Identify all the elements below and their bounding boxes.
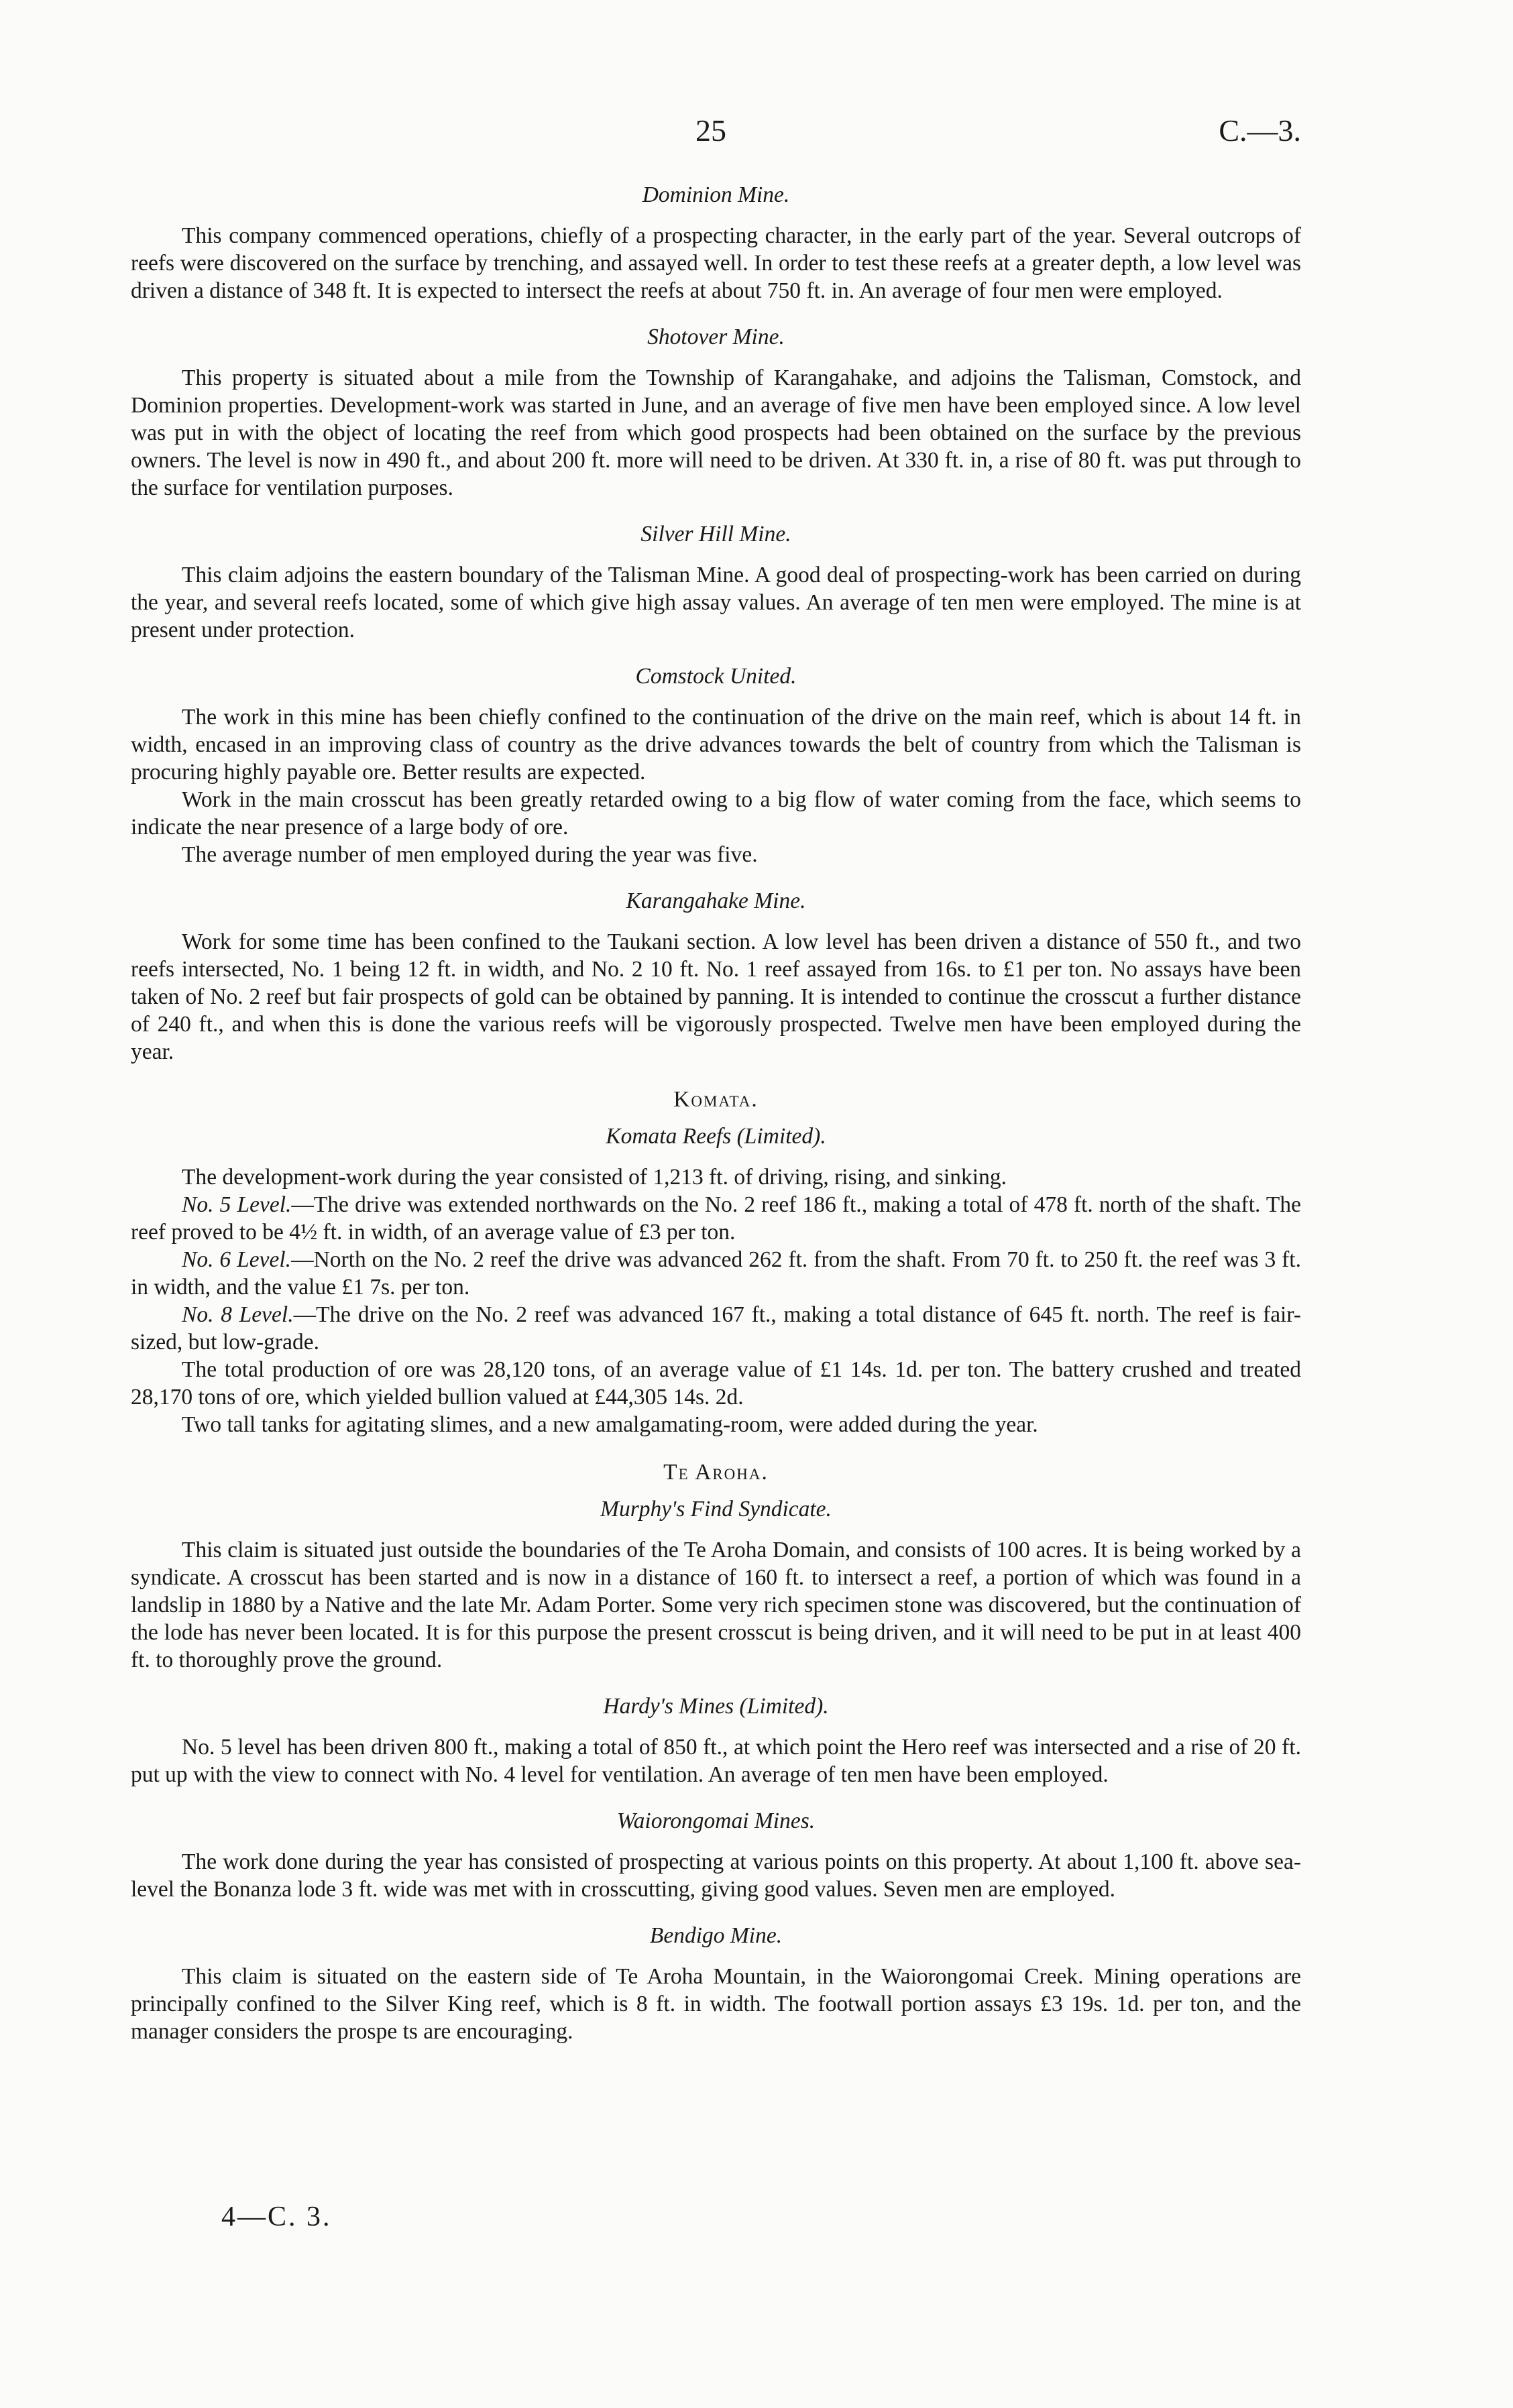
paragraph-komata-production: The total production of ore was 28,120 tons, of an average value of £1 14s. 1d. per ton. The battery crushed and treated 28,170 tons of ore, which yielded bullion valued at £44,305 14s. 2d. (131, 1357, 1301, 1410)
section-title-karangahake: Karangahake Mine. (626, 888, 806, 913)
section-title-bendigo: Bendigo Mine. (649, 1923, 783, 1948)
level-6-text: —North on the No. 2 reef the drive was advanced 262 ft. from the shaft. From 70 ft. to 250 ft. the reef was 3 ft. in width, and the value £1 7s. per ton. (131, 1247, 1301, 1300)
level-6-label: No. 6 Level. (182, 1247, 292, 1272)
page-body (131, 181, 1301, 2045)
paragraph-comstock-3: The average number of men employed during the year was five. (182, 842, 758, 867)
section-title-murphys: Murphy's Find Syndicate. (600, 1497, 832, 1522)
paragraph-murphys: This claim is situated just outside the boundaries of the Te Aroha Domain, and consists of 100 acres. It is being worked by a syndicate. A crosscut has been started and is now in a distance of 160 ft. to intersect a reef, a portion of which was found in a landslip in 1880 by a Native and the late Mr. Adam Porter. Some very rich specimen stone was discovered, but the continuation of the lode has never been located. It is for this purpose the present crosscut is being driven, and it will need to be put in at least 400 ft. to thoroughly prove the ground. (131, 1538, 1301, 1672)
section-title-hardys: Hardy's Mines (Limited). (603, 1694, 829, 1719)
level-8-label: No. 8 Level. (182, 1302, 294, 1327)
paragraph-komata-development: The development-work during the year consisted of 1,213 ft. of driving, rising, and sinking. (182, 1165, 1007, 1190)
document-reference: C.—3. (1219, 113, 1301, 148)
region-heading-te-aroha: Te Aroha. (663, 1460, 769, 1485)
level-5-text: —The drive was extended northwards on the No. 2 reef 186 ft., making a total of 478 ft. north of the shaft. The reef proved to be 4½ ft. in width, of an average value of £3 per ton. (131, 1192, 1301, 1245)
paragraph-shotover: This property is situated about a mile from the Township of Karangahake, and adjoins the Talisman, Comstock, and Dominion properties. Development-work was started in June, and an average of five men have been employed since. A low level was put in with the object of locating the reef from which good prospects had been obtained on the surface by the previous owners. The level is now in 490 ft., and about 200 ft. more will need to be driven. At 330 ft. in, a rise of 80 ft. was put through to the surface for ventilation purposes. (131, 365, 1301, 500)
page-number: 25 (695, 113, 726, 148)
paragraph-dominion: This company commenced operations, chiefly of a prospecting character, in the early part of the year. Several outcrops of reefs were discovered on the surface by trenching, and assayed well. In order to test these reefs at a greater depth, a low level was driven a distance of 348 ft. It is expected to intersect the reefs at about 750 ft. in. An average of four men were employed. (131, 223, 1301, 303)
paragraph-waiorongomai: The work done during the year has consisted of prospecting at various points on this property. At about 1,100 ft. above sea-level the Bonanza lode 3 ft. wide was met with in crosscutting, giving good values. Seven men are employed. (131, 1849, 1301, 1902)
section-title-waiorongomai: Waiorongomai Mines. (616, 1809, 816, 1833)
paragraph-comstock-2: Work in the main crosscut has been greatly retarded owing to a big flow of water coming from the face, which seems to indicate the near presence of a large body of ore. (131, 787, 1301, 840)
signature-mark: 4—C. 3. (221, 2201, 332, 2232)
paragraph-karangahake: Work for some time has been confined to the Taukani section. A low level has been driven a distance of 550 ft., and two reefs intersected, No. 1 being 12 ft. in width, and No. 2 10 ft. No. 1 reef assayed from 16s. to £1 per ton. No assays have been taken of No. 2 reef but fair prospects of gold can be obtained by panning. It is intended to continue the crosscut a further distance of 240 ft., and when this is done the various reefs will be vigorously prospected. Twelve men have been employed during the year. (131, 929, 1301, 1064)
paragraph-komata-tanks: Two tall tanks for agitating slimes, and a new amalgamating-room, were added during the year. (182, 1412, 1038, 1437)
level-8-text: —The drive on the No. 2 reef was advanced 167 ft., making a total distance of 645 ft. north. The reef is fair-sized, but low-grade. (131, 1302, 1302, 1355)
section-title-komata-reefs: Komata Reefs (Limited). (606, 1124, 826, 1149)
section-title-shotover: Shotover Mine. (647, 325, 785, 349)
paragraph-comstock-1: The work in this mine has been chiefly confined to the continuation of the drive on the main reef, which is about 14 ft. in width, encased in an improving class of country as the drive advances towards the belt of country from which the Talisman is procuring highly payable ore. Better results are expected. (131, 705, 1301, 785)
section-title-silver-hill: Silver Hill Mine. (640, 522, 791, 547)
paragraph-silver-hill: This claim adjoins the eastern boundary of the Talisman Mine. A good deal of prospecting-work has been carried on during the year, and several reefs located, some of which give high assay values. An average of ten men were employed. The mine is at present under protection. (131, 563, 1301, 642)
section-title-dominion: Dominion Mine. (642, 182, 790, 207)
paragraph-komata-level-6 (131, 1246, 1301, 1301)
level-5-label: No. 5 Level. (182, 1192, 292, 1217)
section-title-comstock: Comstock United. (635, 664, 797, 689)
paragraph-bendigo: This claim is situated on the eastern side of Te Aroha Mountain, in the Waiorongomai Creek. Mining operations are principally confined to the Silver King reef, which is 8 ft. in width. The footwall portion assays £3 19s. 1d. per ton, and the manager considers the prospe ts are encouraging. (131, 1964, 1301, 2044)
paragraph-komata-level-8 (131, 1301, 1301, 1356)
paragraph-komata-level-5 (131, 1191, 1301, 1246)
paragraph-hardys: No. 5 level has been driven 800 ft., making a total of 850 ft., at which point the Hero reef was intersected and a rise of 20 ft. put up with the view to connect with No. 4 level for ventilation. An average of ten men have been employed. (131, 1735, 1301, 1787)
region-heading-komata: Komata. (673, 1087, 759, 1112)
